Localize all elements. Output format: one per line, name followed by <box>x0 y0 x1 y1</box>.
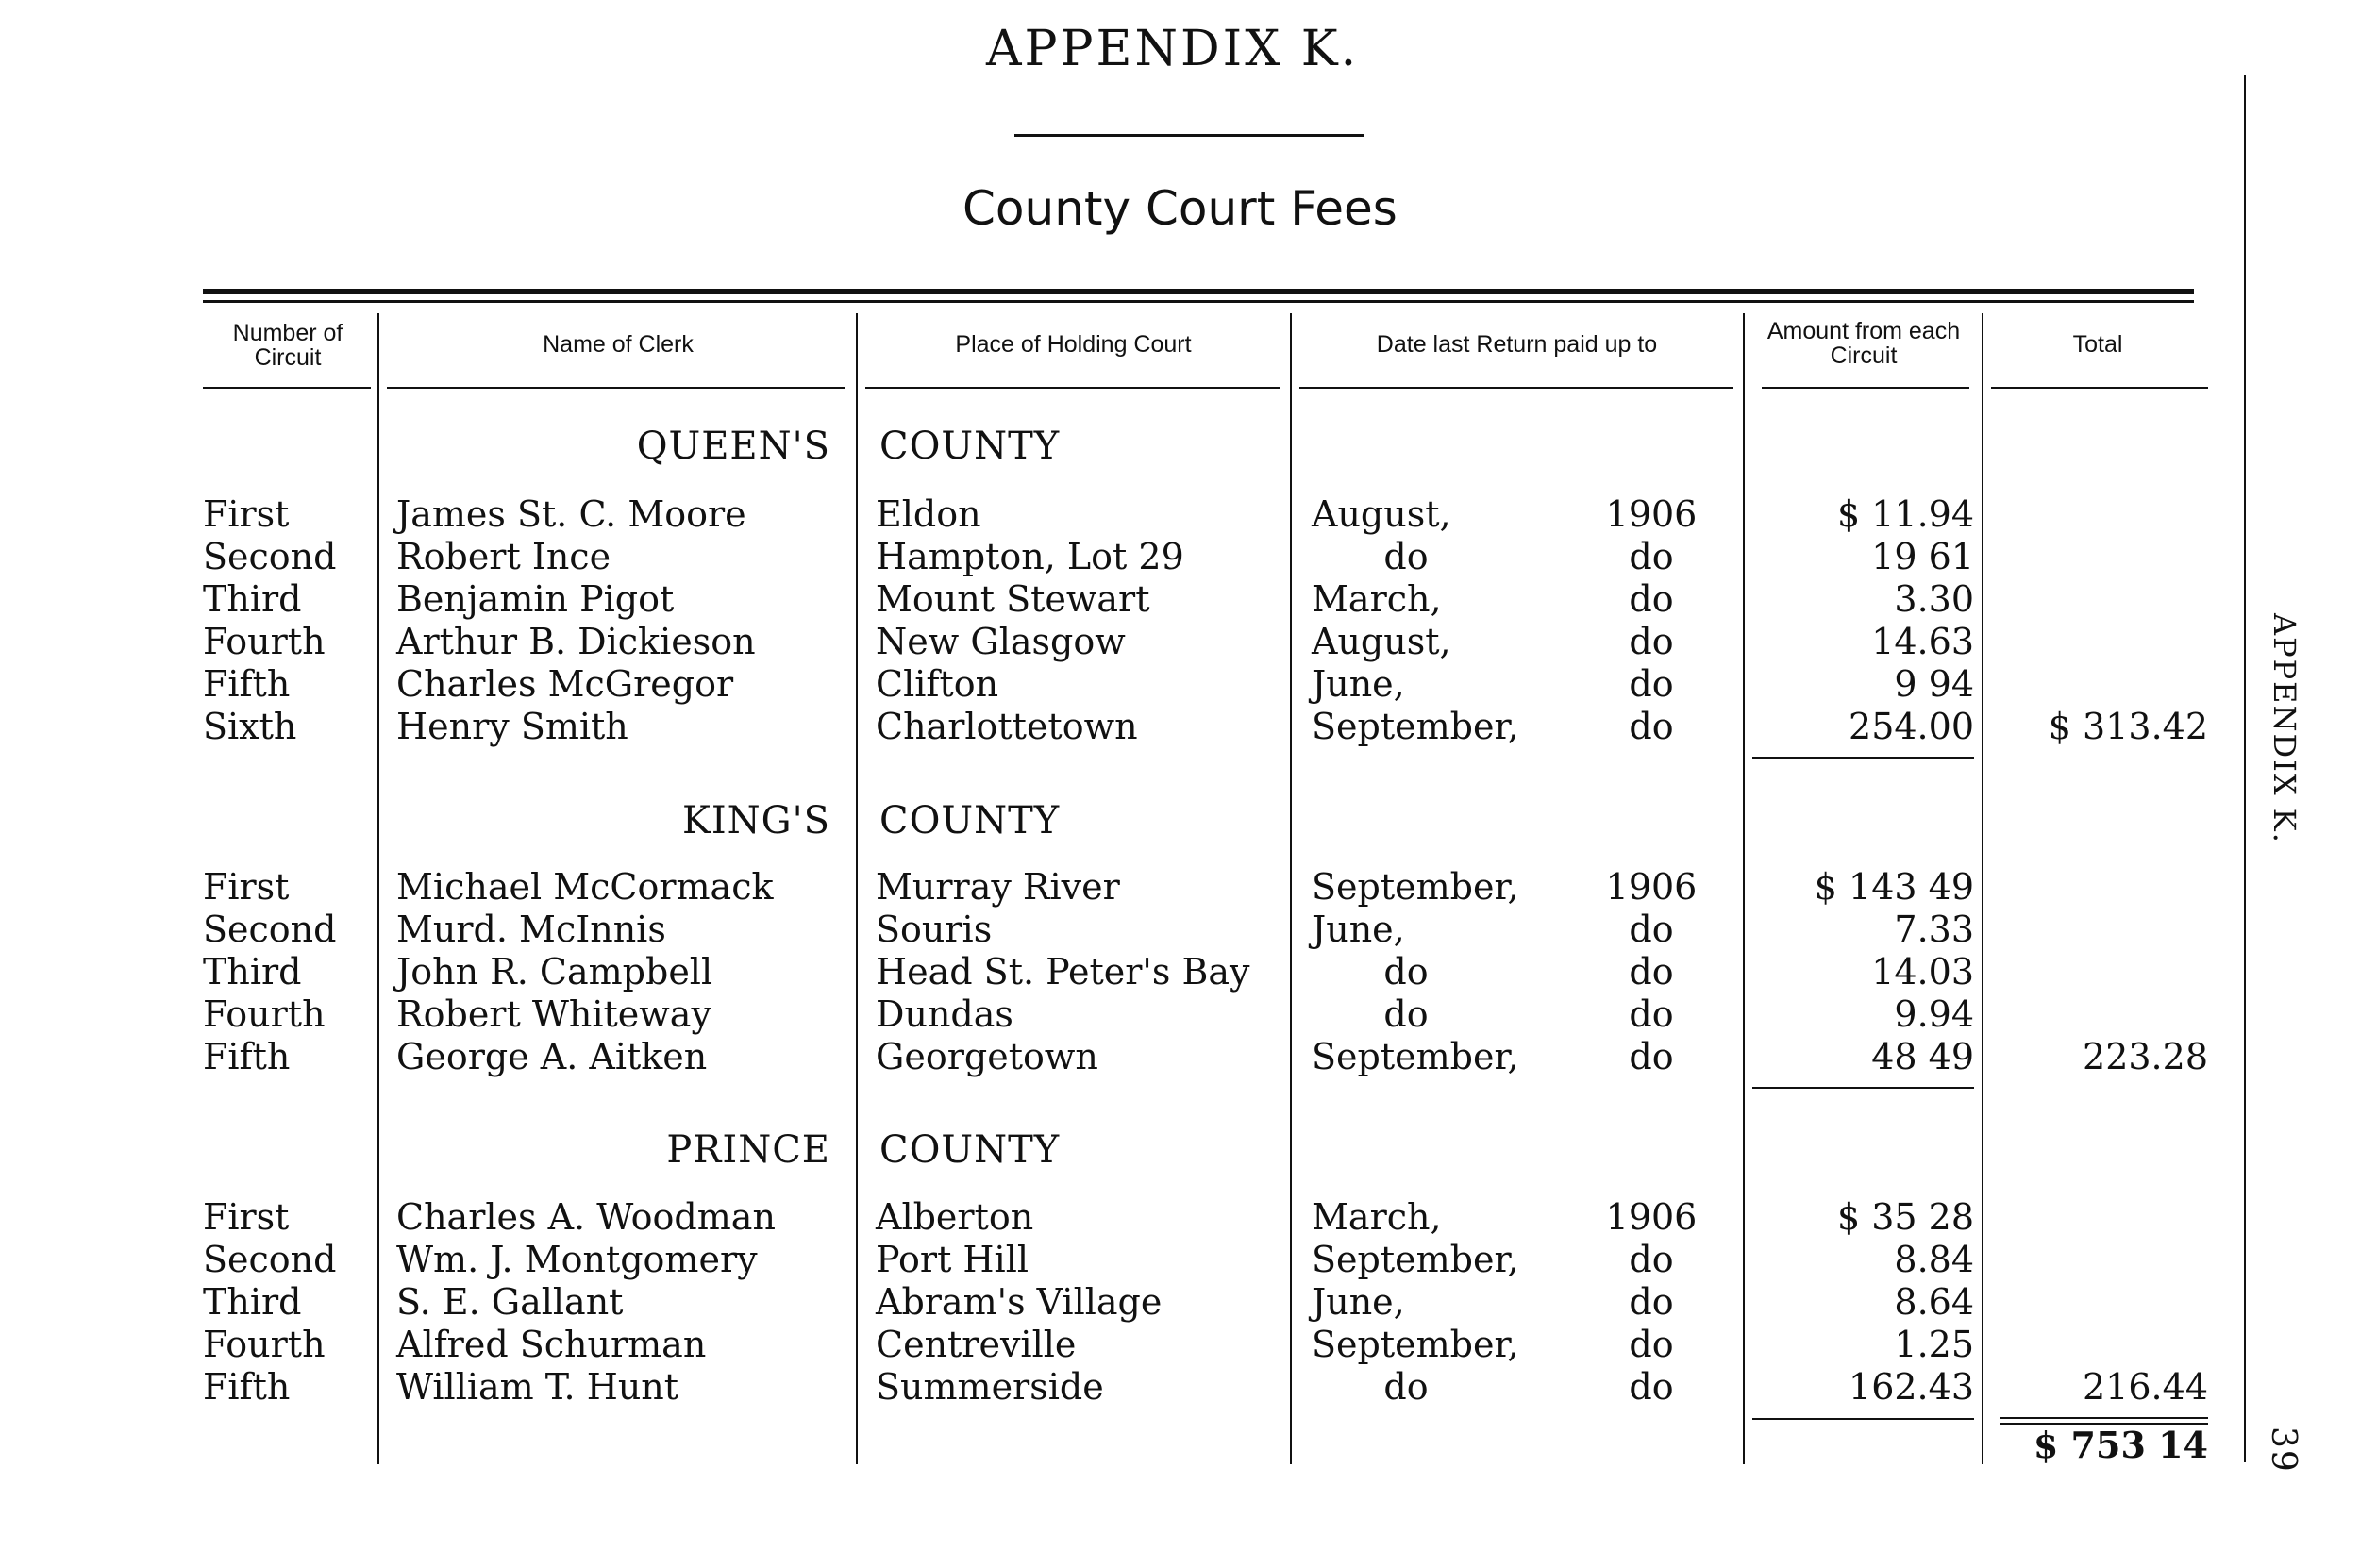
month-cell: September, <box>1312 866 1519 908</box>
amount-cell: 19 61 <box>1871 536 1974 577</box>
circuit-cell: Third <box>203 1281 302 1323</box>
clerk-cell: Robert Whiteway <box>396 993 711 1035</box>
col-divider-4 <box>1743 313 1745 1464</box>
amount-cell: 7.33 <box>1894 909 1974 950</box>
month-cell: September, <box>1312 1324 1519 1365</box>
col-divider-1 <box>377 313 379 1464</box>
place-cell: Centreville <box>876 1324 1077 1365</box>
circuit-cell: Fourth <box>203 1324 326 1365</box>
county-word: COUNTY <box>879 1128 1061 1172</box>
amount-cell: 8.64 <box>1894 1281 1974 1323</box>
circuit-cell: Fourth <box>203 993 326 1035</box>
year-cell: do <box>1629 993 1674 1035</box>
side-appendix-label: APPENDIX K. <box>2267 613 2302 844</box>
amount-cell: $ 11.94 <box>1836 493 1974 535</box>
header-amount: Amount from each Circuit <box>1766 318 1961 369</box>
place-cell: Mount Stewart <box>876 578 1150 620</box>
amount-cell: 14.03 <box>1871 951 1974 993</box>
circuit-cell: Second <box>203 536 337 577</box>
amount-cell: 9.94 <box>1894 993 1974 1035</box>
county-total: $ 313.42 <box>2048 706 2208 747</box>
month-cell: August, <box>1312 493 1451 535</box>
month-cell: September, <box>1312 1036 1519 1077</box>
clerk-cell: Michael McCormack <box>396 866 774 908</box>
place-cell: Abram's Village <box>876 1281 1163 1323</box>
month-cell: September, <box>1312 1239 1519 1280</box>
final-rule-total-1 <box>2000 1417 2208 1419</box>
header-rule-4 <box>1299 387 1733 389</box>
year-cell: do <box>1629 536 1674 577</box>
county-word: COUNTY <box>879 799 1061 842</box>
county-total: 216.44 <box>2083 1366 2208 1408</box>
place-cell: Charlottetown <box>876 706 1138 747</box>
year-cell: do <box>1629 1281 1674 1323</box>
year-cell: do <box>1629 706 1674 747</box>
circuit-cell: Second <box>203 1239 337 1280</box>
year-cell: 1906 <box>1605 1196 1698 1238</box>
month-cell: do <box>1383 993 1429 1035</box>
clerk-cell: Arthur B. Dickieson <box>396 621 756 662</box>
page-edge-line <box>2244 75 2246 1462</box>
circuit-cell: First <box>203 1196 290 1238</box>
amount-cell: 8.84 <box>1894 1239 1974 1280</box>
month-cell: June, <box>1312 909 1405 950</box>
clerk-cell: Charles A. Woodman <box>396 1196 776 1238</box>
county-name: QUEEN'S <box>636 425 830 468</box>
clerk-cell: William T. Hunt <box>396 1366 679 1408</box>
clerk-cell: Wm. J. Montgomery <box>396 1239 758 1280</box>
circuit-cell: Fifth <box>203 1036 291 1077</box>
month-cell: do <box>1383 536 1429 577</box>
year-cell: do <box>1629 578 1674 620</box>
circuit-cell: Fourth <box>203 621 326 662</box>
col-divider-5 <box>1982 313 1983 1464</box>
page-title: APPENDIX K. <box>986 21 1360 77</box>
amount-cell: $ 143 49 <box>1814 866 1974 908</box>
amount-cell: 14.63 <box>1871 621 1974 662</box>
circuit-cell: Third <box>203 578 302 620</box>
header-date: Date last Return paid up to <box>1376 331 1658 358</box>
circuit-cell: First <box>203 493 290 535</box>
amount-cell: $ 35 28 <box>1836 1196 1974 1238</box>
clerk-cell: Charles McGregor <box>396 663 734 705</box>
month-cell: March, <box>1312 578 1442 620</box>
place-cell: Souris <box>876 909 993 950</box>
place-cell: New Glasgow <box>876 621 1126 662</box>
place-cell: Eldon <box>876 493 981 535</box>
month-cell: August, <box>1312 621 1451 662</box>
clerk-cell: Henry Smith <box>396 706 628 747</box>
clerk-cell: John R. Campbell <box>396 951 713 993</box>
place-cell: Dundas <box>876 993 1013 1035</box>
amount-cell: 48 49 <box>1871 1036 1974 1077</box>
county-name: PRINCE <box>666 1128 830 1172</box>
place-cell: Georgetown <box>876 1036 1098 1077</box>
col-divider-3 <box>1290 313 1292 1464</box>
clerk-cell: Alfred Schurman <box>396 1324 707 1365</box>
top-rule-thick <box>203 289 2194 294</box>
amount-cell: 9 94 <box>1894 663 1974 705</box>
header-rule-3 <box>865 387 1280 389</box>
page-subtitle: County Court Fees <box>962 181 1398 236</box>
year-cell: do <box>1629 1036 1674 1077</box>
title-rule <box>1014 134 1364 137</box>
subtotal-rule <box>1752 1087 1974 1089</box>
circuit-cell: Sixth <box>203 706 297 747</box>
place-cell: Port Hill <box>876 1239 1029 1280</box>
year-cell: do <box>1629 1239 1674 1280</box>
circuit-cell: Fifth <box>203 1366 291 1408</box>
place-cell: Clifton <box>876 663 999 705</box>
clerk-cell: George A. Aitken <box>396 1036 708 1077</box>
amount-cell: 1.25 <box>1894 1324 1974 1365</box>
header-place: Place of Holding Court <box>955 331 1192 358</box>
amount-cell: 254.00 <box>1849 706 1974 747</box>
header-clerk: Name of Clerk <box>543 331 694 358</box>
month-cell: June, <box>1312 1281 1405 1323</box>
year-cell: 1906 <box>1605 866 1698 908</box>
year-cell: do <box>1629 663 1674 705</box>
circuit-cell: First <box>203 866 290 908</box>
header-rule-6 <box>1991 387 2208 389</box>
county-name: KING'S <box>681 799 830 842</box>
month-cell: March, <box>1312 1196 1442 1238</box>
grand-total: $ 753 14 <box>2033 1424 2208 1466</box>
month-cell: do <box>1383 1366 1429 1408</box>
clerk-cell: Murd. McInnis <box>396 909 666 950</box>
county-word: COUNTY <box>879 425 1061 468</box>
header-rule-1 <box>203 387 371 389</box>
amount-cell: 3.30 <box>1894 578 1974 620</box>
header-rule-5 <box>1762 387 1969 389</box>
month-cell: June, <box>1312 663 1405 705</box>
place-cell: Hampton, Lot 29 <box>876 536 1184 577</box>
place-cell: Head St. Peter's Bay <box>876 951 1250 993</box>
circuit-cell: Fifth <box>203 663 291 705</box>
header-total: Total <box>2072 331 2123 358</box>
place-cell: Alberton <box>876 1196 1034 1238</box>
place-cell: Summerside <box>876 1366 1104 1408</box>
place-cell: Murray River <box>876 866 1120 908</box>
year-cell: 1906 <box>1605 493 1698 535</box>
clerk-cell: S. E. Gallant <box>396 1281 624 1323</box>
clerk-cell: Robert Ince <box>396 536 611 577</box>
clerk-cell: James St. C. Moore <box>396 493 746 535</box>
year-cell: do <box>1629 909 1674 950</box>
circuit-cell: Second <box>203 909 337 950</box>
circuit-cell: Third <box>203 951 302 993</box>
subtotal-rule <box>1752 757 1974 759</box>
year-cell: do <box>1629 1366 1674 1408</box>
page-number: 39 <box>2264 1426 2302 1474</box>
year-cell: do <box>1629 951 1674 993</box>
header-rule-2 <box>387 387 845 389</box>
county-total: 223.28 <box>2083 1036 2208 1077</box>
month-cell: September, <box>1312 706 1519 747</box>
header-circuit: Number of Circuit <box>232 320 343 371</box>
clerk-cell: Benjamin Pigot <box>396 578 675 620</box>
final-rule-amount <box>1752 1418 1974 1420</box>
amount-cell: 162.43 <box>1849 1366 1974 1408</box>
col-divider-2 <box>856 313 858 1464</box>
month-cell: do <box>1383 951 1429 993</box>
year-cell: do <box>1629 621 1674 662</box>
year-cell: do <box>1629 1324 1674 1365</box>
top-rule-thin <box>203 300 2194 303</box>
